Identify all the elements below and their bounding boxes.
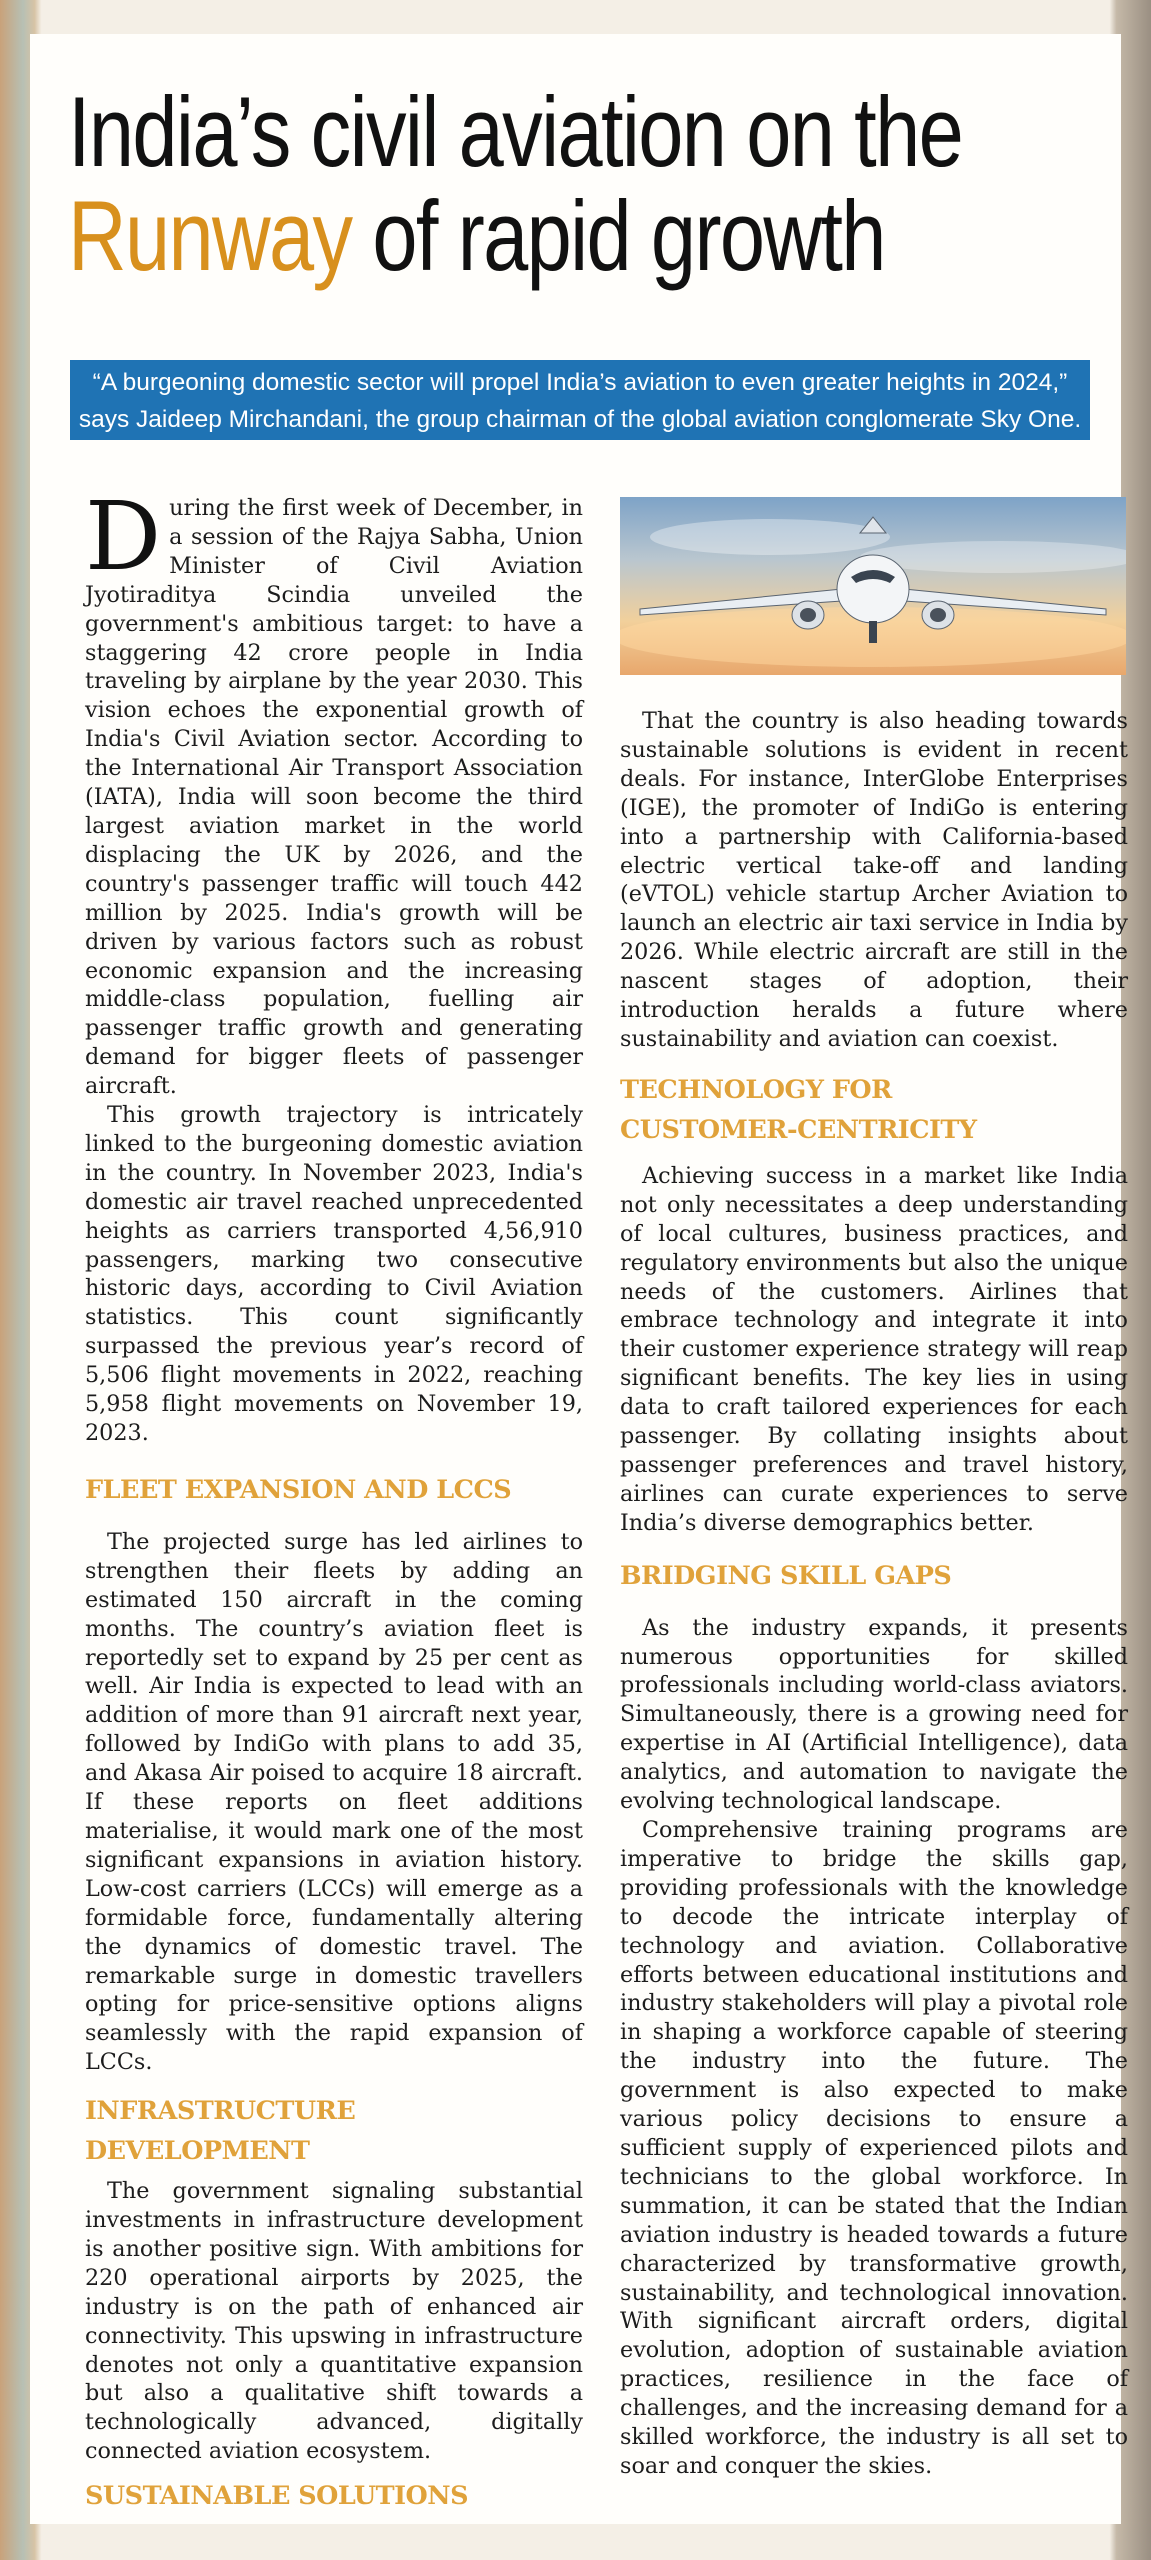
paragraph-skills-1: As the industry expands, it presents numerous opportunities for skilled professionals including world-class aviators. Simultaneously, there is a growing need for expertise in AI (Artificial Intelligence), data analytics, and automation to navigate the evolving technological landscape. (620, 1614, 1128, 1815)
heading-skill-gaps: BRIDGING SKILL GAPS (620, 1560, 952, 1591)
heading-infrastructure-1: INFRASTRUCTURE (85, 2096, 356, 2127)
headline-line-2-rest: of rapid growth (351, 180, 885, 291)
pull-quote (70, 360, 1090, 440)
paragraph-growth: This growth trajectory is intricately linked to the burgeoning domestic aviation in the country. In November 2023, India's domestic air travel reached unprecedented heights as carriers transported 4,56,910 passengers, marking two consecutive historic days, according to Civil Aviation statistics. This count significantly surpassed the previous year’s record of 5,506 flight movements in 2022, reaching 5,958 flight movements on November 19, 2023. (85, 1102, 583, 1446)
heading-infrastructure-2: DEVELOPMENT (85, 2136, 310, 2167)
drop-cap: D (85, 482, 162, 592)
paragraph-fleet: The projected surge has led airlines to strengthen their fleets by adding an estimated 150 aircraft in the coming months. The country’s aviation fleet is reportedly set to expand by 25 per cent as well. Air India is expected to lead with an addition of more than 91 aircraft next year, followed by IndiGo with plans to add 35, and Akasa Air poised to acquire 18 aircraft. If these reports on fleet additions materialise, it would mark one of the most significant expansions in aviation history. Low-cost carriers (LCCs) will emerge as a formidable force, fundamentally altering the dynamics of domestic travel. The remarkable surge in domestic travellers opting for price-sensitive options aligns seamlessly with the rapid expansion of LCCs. (85, 1528, 583, 2076)
heading-technology-2: CUSTOMER-CENTRICITY (620, 1114, 977, 1145)
paragraph-skills-2: Comprehensive training programs are imperative to bridge the skills gap, providing professionals with the knowledge to decode the intricate interplay of technology and aviation. Collaborative efforts between educational institutions and industry stakeholders will play a pivotal role in shaping a workforce capable of steering the industry into the future. The government is also expected to make various policy decisions to ensure a sufficient supply of experienced pilots and technicians to the global workforce. In summation, it can be stated that the Indian aviation industry is headed towards a future characterized by transformative growth, sustainability, and technological innovation. With significant aircraft orders, digital evolution, adoption of sustainable aviation practices, resilience in the face of challenges, and the increasing demand for a skilled workforce, the industry is all set to soar and conquer the skies. (620, 1817, 1128, 2479)
intro-paragraph (85, 482, 583, 1101)
paragraph-infrastructure: The government signaling substantial investments in infrastructure development is another positive sign. With ambitions for 220 operational airports by 2025, the industry is on the path of enhanced air connectivity. This upswing in infrastructure denotes not only a quantitative expansion but also a qualitative shift towards a technologically advanced, digitally connected aviation ecosystem. (85, 2178, 583, 2465)
headline (68, 76, 963, 291)
newspaper-page (30, 34, 1128, 2524)
headline-line-2 (68, 180, 913, 291)
headline-line-1: India’s civil aviation on the (68, 76, 963, 187)
article-column-right (620, 707, 1128, 2481)
paragraph-sustainable: That the country is also heading towards sustainable solutions is evident in recent deals. For instance, InterGlobe Enterprises (IGE), the promoter of IndiGo is entering into a partnership with California-based electric vertical take-off and landing (eVTOL) vehicle startup Archer Aviation to launch an electric air taxi service in India by 2026. While electric aircraft are still in the nascent stages of adoption, their introduction heralds a future where sustainability and aviation can coexist. (620, 708, 1128, 1052)
article-column-left (85, 482, 583, 2516)
heading-technology-1: TECHNOLOGY FOR (620, 1074, 892, 1105)
airplane-photo (620, 497, 1126, 675)
intro-text: uring the first week of December, in a session of the Rajya Sabha, Union Minister of Civil Aviation Jyotiraditya Scindia unveiled the government's ambitious target: to have a staggering 42 crore people in India traveling by airplane by the year 2030. This vision echoes the exponential growth of India's Civil Aviation sector. According to the International Air Transport Association (IATA), India will soon become the third largest aviation market in the world displacing the UK by 2026, and the country's passenger traffic will touch 442 million by 2025. India's growth will be driven by various factors such as robust economic expansion and the increasing middle-class population, fuelling air passenger traffic growth and generating demand for bigger fleets of passenger aircraft. (85, 495, 583, 1100)
airplane-icon (620, 497, 1126, 675)
heading-fleet: FLEET EXPANSION AND LCCS (85, 1474, 512, 1505)
paragraph-technology: Achieving success in a market like India not only necessitates a deep understanding of local cultures, business practices, and regulatory environments but also the unique needs of the customers. Airlines that embrace technology and integrate it into their customer experience strategy will reap significant benefits. The key lies in using data to craft tailored experiences for each passenger. By collating insights about passenger preferences and travel history, airlines can curate experiences to serve India’s diverse demographics better. (620, 1162, 1128, 1536)
pull-quote-line-1: “A burgeoning domestic sector will propel India’s aviation to even greater heights in 2024,” (92, 369, 1068, 396)
heading-sustainable: SUSTAINABLE SOLUTIONS (85, 2481, 468, 2512)
pull-quote-line-2: says Jaideep Mirchandani, the group chairman of the global aviation conglomerate Sky One. (78, 406, 1082, 433)
headline-highlight: Runway (68, 180, 352, 291)
